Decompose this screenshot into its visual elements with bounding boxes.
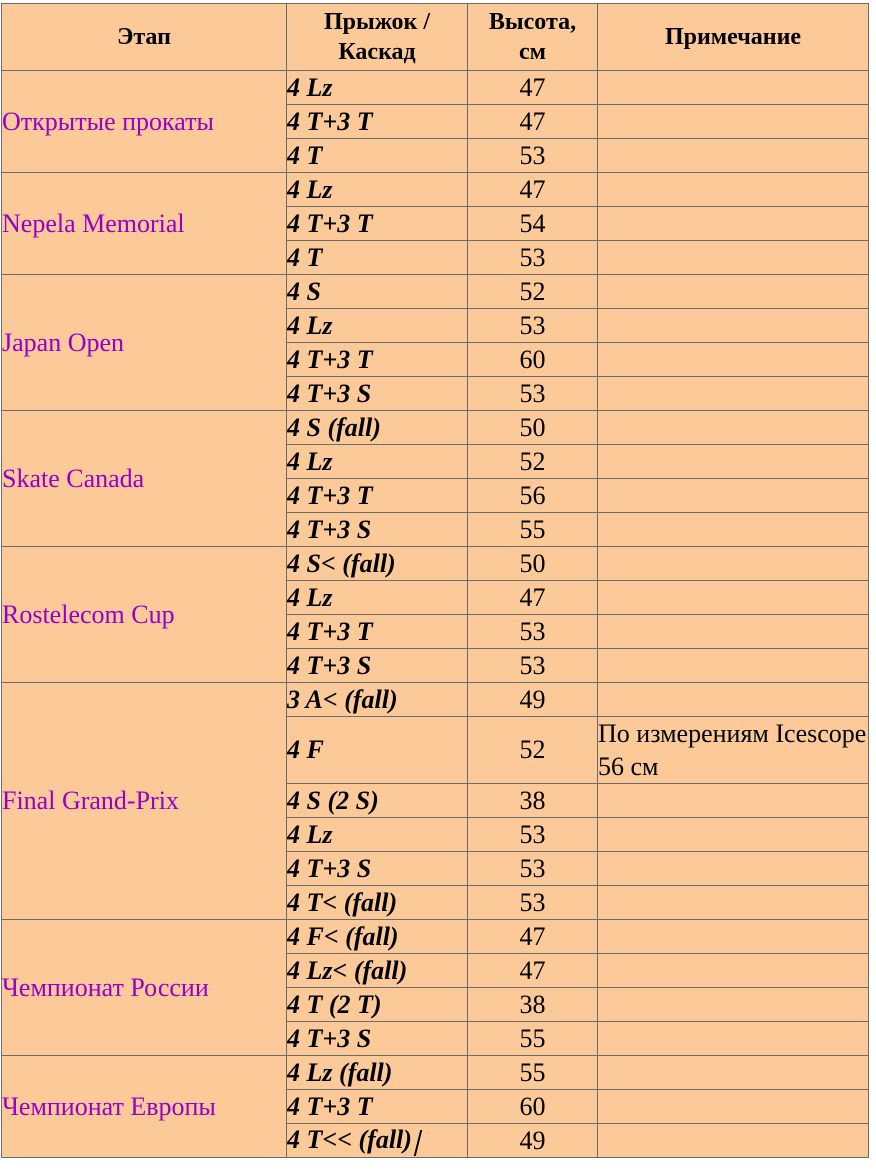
jump-label: 4 T<< (fall) — [287, 1125, 412, 1155]
jump-cell — [287, 615, 468, 649]
note-cell — [598, 71, 869, 105]
jump-label: 4 Lz — [287, 310, 333, 340]
jump-label: 4 T+3 S — [287, 378, 372, 408]
table-row — [2, 683, 869, 717]
height-cell: 52 — [468, 275, 598, 309]
jump-label: 4 T+3 T — [287, 106, 373, 136]
jump-cell — [287, 649, 468, 683]
height-cell: 49 — [468, 683, 598, 717]
jump-cell — [287, 343, 468, 377]
height-cell: 53 — [468, 377, 598, 411]
stage-cell: Final Grand-Prix — [2, 683, 287, 920]
jump-label: 4 Lz — [287, 174, 333, 204]
jump-label: 4 T+3 T — [287, 480, 373, 510]
jump-label: 4 T< (fall) — [287, 887, 398, 917]
jump-label: 4 T+3 T — [287, 344, 373, 374]
jump-cell — [287, 445, 468, 479]
jump-cell — [287, 241, 468, 275]
jump-cell — [287, 1022, 468, 1056]
jump-cell — [287, 920, 468, 954]
height-cell: 55 — [468, 1056, 598, 1090]
table-row — [2, 71, 869, 105]
height-cell: 47 — [468, 173, 598, 207]
height-cell: 49 — [468, 1124, 598, 1158]
height-cell: 53 — [468, 241, 598, 275]
note-cell — [598, 309, 869, 343]
note-cell — [598, 954, 869, 988]
jump-cell — [287, 683, 468, 717]
height-cell: 47 — [468, 105, 598, 139]
stage-cell: Nepela Memorial — [2, 173, 287, 275]
jump-cell — [287, 513, 468, 547]
jump-cell — [287, 1090, 468, 1124]
height-cell: 53 — [468, 309, 598, 343]
note-cell — [598, 173, 869, 207]
note-cell — [598, 275, 869, 309]
note-cell — [598, 615, 869, 649]
height-cell: 47 — [468, 920, 598, 954]
jump-cell — [287, 275, 468, 309]
jump-cell — [287, 1124, 468, 1158]
text-cursor-mark — [414, 1130, 422, 1156]
note-cell — [598, 920, 869, 954]
jump-cell — [287, 547, 468, 581]
jump-cell — [287, 581, 468, 615]
note-cell — [598, 343, 869, 377]
jump-label: 4 T — [287, 140, 323, 170]
jump-cell — [287, 954, 468, 988]
stage-cell: Чемпионат Европы — [2, 1056, 287, 1158]
height-cell: 53 — [468, 139, 598, 173]
jump-label: 4 T+3 S — [287, 1023, 372, 1053]
note-cell — [598, 1056, 869, 1090]
jump-label: 4 Lz — [287, 446, 333, 476]
jump-label: 4 T+3 S — [287, 853, 372, 883]
note-cell — [598, 886, 869, 920]
table-row — [2, 173, 869, 207]
jump-label: 4 F< (fall) — [287, 921, 399, 951]
height-cell: 60 — [468, 343, 598, 377]
stage-cell: Japan Open — [2, 275, 287, 411]
jump-label: 4 Lz — [287, 72, 333, 102]
jump-cell — [287, 309, 468, 343]
header-jump-line2: Каскад — [338, 39, 416, 65]
jump-label: 4 T+3 T — [287, 616, 373, 646]
note-cell — [598, 683, 869, 717]
jump-cell — [287, 717, 468, 784]
note-cell — [598, 988, 869, 1022]
note-cell — [598, 1124, 869, 1158]
height-cell: 56 — [468, 479, 598, 513]
stage-cell: Чемпионат России — [2, 920, 287, 1056]
stage-cell: Skate Canada — [2, 411, 287, 547]
jump-label: 4 F — [287, 735, 324, 764]
note-cell: По измерениям Icescope 56 см — [598, 717, 869, 784]
header-height-line2: см — [519, 39, 546, 65]
jump-cell — [287, 207, 468, 241]
table-row — [2, 275, 869, 309]
note-cell — [598, 581, 869, 615]
height-cell: 53 — [468, 818, 598, 852]
height-cell: 38 — [468, 988, 598, 1022]
jump-label: 4 T+3 T — [287, 208, 373, 238]
jump-label: 4 T+3 T — [287, 1091, 373, 1121]
table-row — [2, 411, 869, 445]
note-cell — [598, 411, 869, 445]
jump-label: 4 T (2 T) — [287, 989, 382, 1019]
height-cell: 50 — [468, 411, 598, 445]
jump-cell — [287, 105, 468, 139]
height-cell: 53 — [468, 886, 598, 920]
jump-cell — [287, 411, 468, 445]
note-cell — [598, 377, 869, 411]
jump-label: 4 Lz — [287, 582, 333, 612]
jump-cell — [287, 479, 468, 513]
jump-label: 4 S (fall) — [287, 412, 381, 442]
jump-label: 4 S — [287, 276, 321, 306]
note-cell — [598, 513, 869, 547]
jump-label: 4 T+3 S — [287, 514, 372, 544]
table-header-row — [2, 4, 869, 71]
note-cell — [598, 445, 869, 479]
header-height-line1: Высота, — [488, 9, 577, 35]
stage-cell: Открытые прокаты — [2, 71, 287, 173]
height-cell: 52 — [468, 445, 598, 479]
note-cell — [598, 784, 869, 818]
jump-cell — [287, 852, 468, 886]
jump-label: 4 Lz (fall) — [287, 1057, 393, 1087]
jump-label: 4 T+3 S — [287, 650, 372, 680]
height-cell: 55 — [468, 1022, 598, 1056]
note-cell — [598, 818, 869, 852]
header-jump-line1: Прыжок / — [323, 9, 431, 35]
note-cell — [598, 1022, 869, 1056]
height-cell: 53 — [468, 852, 598, 886]
table-body — [2, 71, 869, 1158]
jump-label: 3 A< (fall) — [287, 684, 398, 714]
table-row — [2, 1056, 869, 1090]
stage-cell: Rostelecom Cup — [2, 547, 287, 683]
jump-cell — [287, 71, 468, 105]
note-cell — [598, 852, 869, 886]
jump-label: 4 Lz< (fall) — [287, 955, 408, 985]
header-height — [468, 4, 598, 71]
jump-label: 4 Lz — [287, 819, 333, 849]
height-cell: 47 — [468, 954, 598, 988]
height-cell: 38 — [468, 784, 598, 818]
header-note-label: Примечание — [664, 24, 802, 50]
height-cell: 47 — [468, 71, 598, 105]
header-note — [598, 4, 869, 71]
table-row — [2, 547, 869, 581]
height-cell: 55 — [468, 513, 598, 547]
height-cell: 47 — [468, 581, 598, 615]
header-stage — [2, 4, 287, 71]
jump-cell — [287, 139, 468, 173]
jump-height-table — [1, 3, 869, 1158]
table-row — [2, 920, 869, 954]
note-cell — [598, 139, 869, 173]
jump-cell — [287, 377, 468, 411]
height-cell: 53 — [468, 649, 598, 683]
header-jump — [287, 4, 468, 71]
height-cell: 52 — [468, 717, 598, 784]
jump-cell — [287, 1056, 468, 1090]
note-cell — [598, 479, 869, 513]
note-cell — [598, 207, 869, 241]
note-cell — [598, 547, 869, 581]
height-cell: 60 — [468, 1090, 598, 1124]
height-cell: 54 — [468, 207, 598, 241]
jump-label: 4 S< (fall) — [287, 548, 396, 578]
jump-cell — [287, 818, 468, 852]
note-cell — [598, 649, 869, 683]
header-stage-label: Этап — [117, 24, 171, 50]
jump-cell — [287, 886, 468, 920]
jump-label: 4 T — [287, 242, 323, 272]
jump-label: 4 S (2 S) — [287, 785, 379, 815]
note-cell — [598, 241, 869, 275]
note-cell — [598, 105, 869, 139]
height-cell: 50 — [468, 547, 598, 581]
jump-cell — [287, 784, 468, 818]
jump-cell — [287, 988, 468, 1022]
note-cell — [598, 1090, 869, 1124]
jump-cell — [287, 173, 468, 207]
height-cell: 53 — [468, 615, 598, 649]
